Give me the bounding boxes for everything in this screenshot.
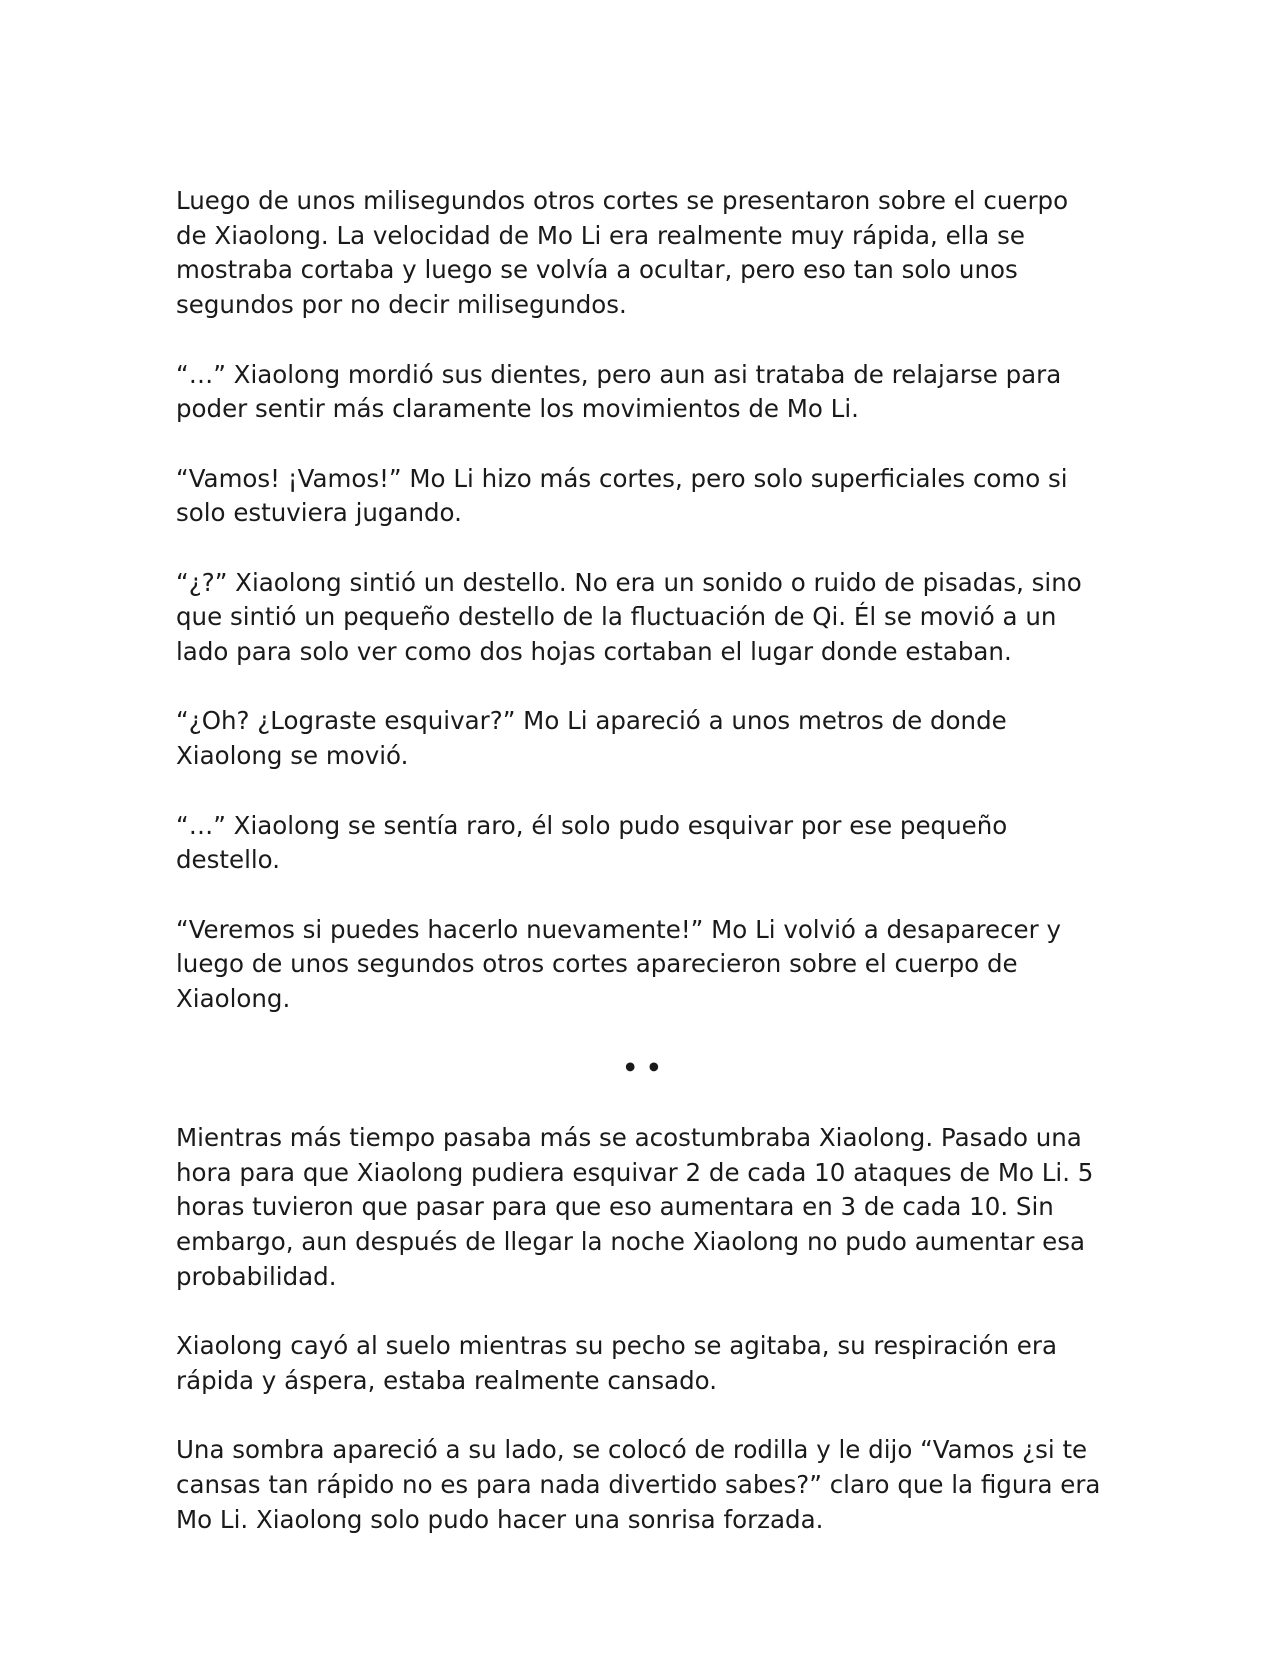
scene-separator: •• [622,1053,670,1083]
paragraph-2: “…” Xiaolong mordió sus dientes, pero aun asi trataba de relajarse para poder sentir más claramente los movimientos de Mo Li. [176,359,1062,424]
paragraph-3: “Vamos! ¡Vamos!” Mo Li hizo más cortes, pero solo superficiales como si solo estuviera jugando. [176,463,1068,528]
paragraph-10: Una sombra apareció a su lado, se colocó de rodilla y le dijo “Vamos ¿si te cansas tan rápido no es para nada divertido sabes?” claro que la figura era Mo Li. Xiaolong solo pudo hacer una sonrisa forzada. [176,1435,1101,1534]
paragraph-5: “¿Oh? ¿Lograste esquivar?” Mo Li apareció a unos metros de donde Xiaolong se movió. [176,706,1007,771]
paragraph-1: Luego de unos milisegundos otros cortes se presentaron sobre el cuerpo de Xiaolong. La velocidad de Mo Li era realmente muy rápida, ella se mostraba cortaba y luego se volvía a ocultar, pero eso tan solo unos segundos por no decir milisegundos. [176,186,1069,320]
document-page [176,184,1106,1572]
paragraph-6: “…” Xiaolong se sentía raro, él solo pudo esquivar por ese pequeño destello. [176,810,1008,875]
paragraph-9: Xiaolong cayó al suelo mientras su pecho se agitaba, su respiración era rápida y áspera, estaba realmente cansado. [176,1331,1057,1395]
paragraph-7: “Veremos si puedes hacerlo nuevamente!” Mo Li volvió a desaparecer y luego de unos segundos otros cortes aparecieron sobre el cuerpo de Xiaolong. [176,914,1061,1014]
paragraph-8: Mientras más tiempo pasaba más se acostumbraba Xiaolong. Pasado una hora para que Xiaolong pudiera esquivar 2 de cada 10 ataques de Mo Li. 5 horas tuvieron que pasar para que eso aumentara en 3 de cada 10. Sin embargo, aun después de llegar la noche Xiaolong no pudo aumentar esa probabilidad. [176,1122,1094,1291]
paragraph-4: “¿?” Xiaolong sintió un destello. No era un sonido o ruido de pisadas, sino que sintió un pequeño destello de la fluctuación de Qi. Él se movió a un lado para solo ver como dos hojas cortaban el lugar donde estaban. [176,567,1082,667]
